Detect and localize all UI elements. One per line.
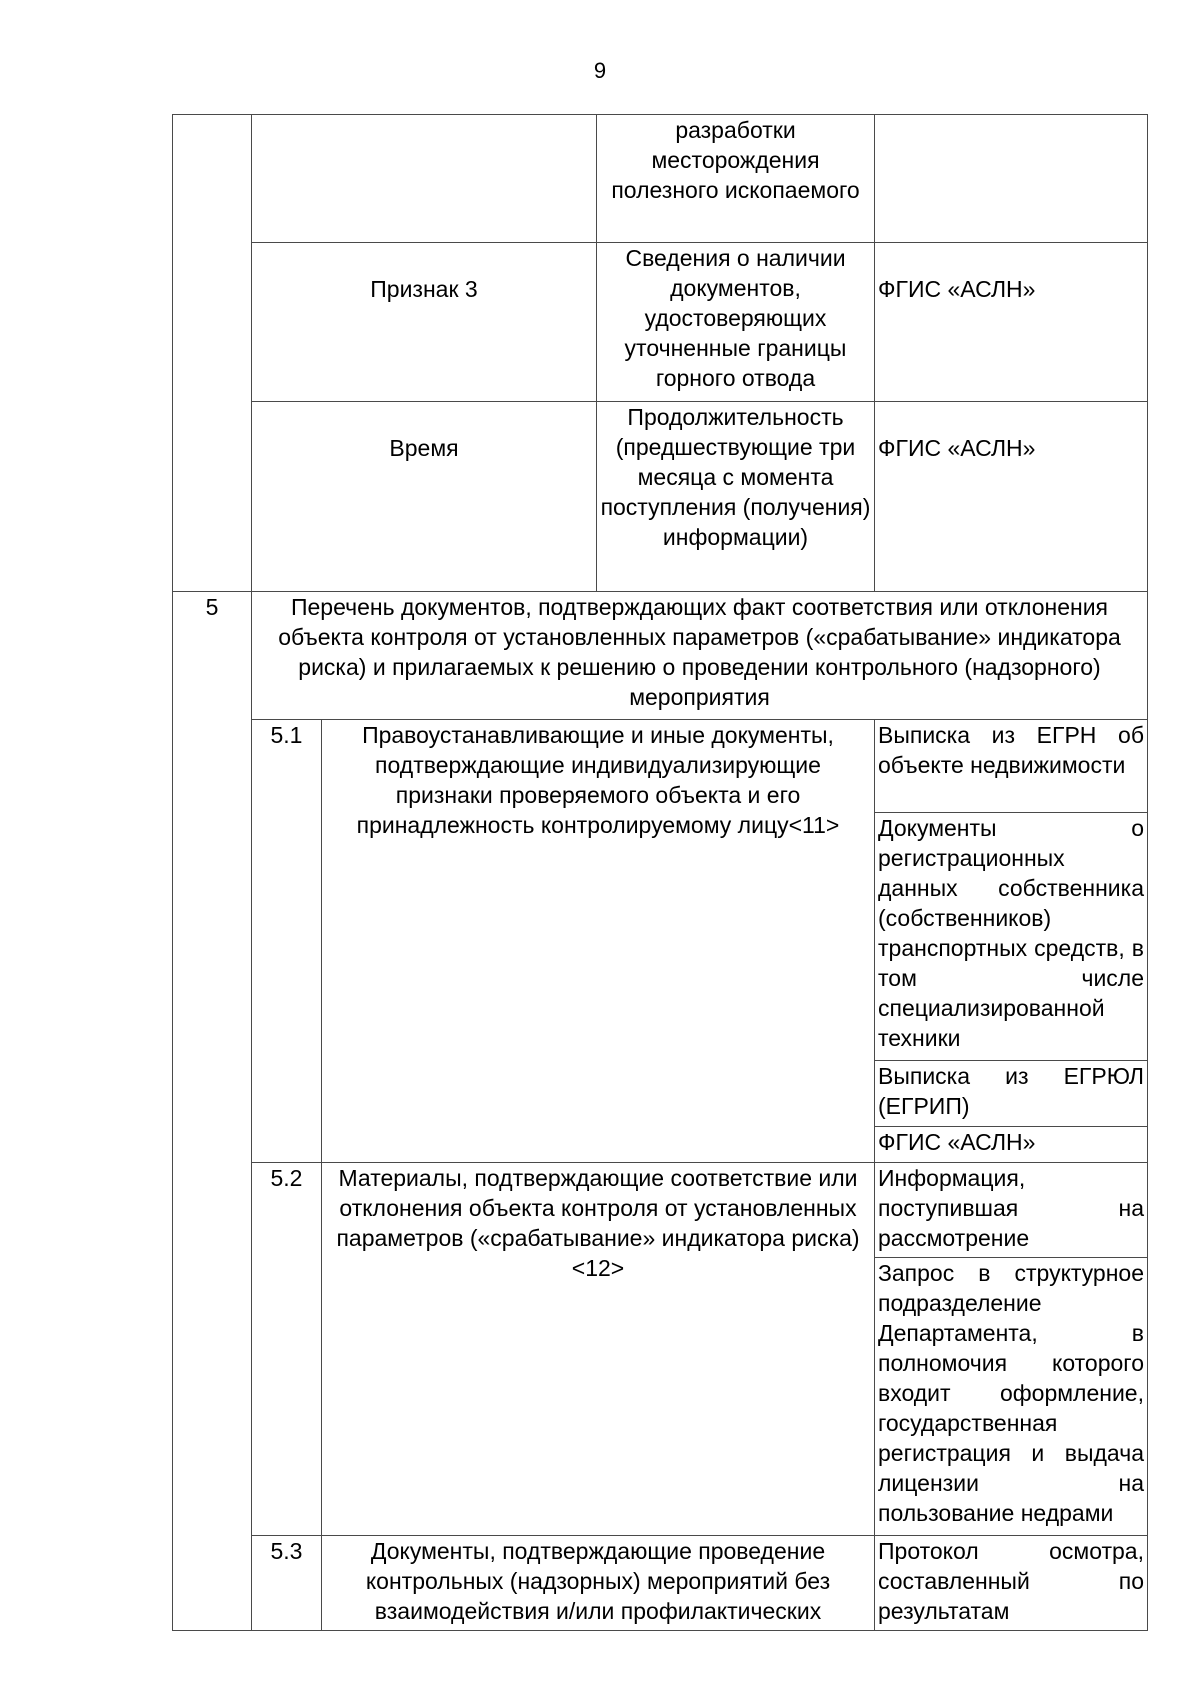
document-cell: Протокол осмотра, составленный по результатам: [875, 1536, 1148, 1631]
table-row: [173, 1163, 1148, 1258]
table-row: [173, 243, 1148, 402]
subsection-description: Материалы, подтверждающие соответствие или отклонения объекта контроля от установленных параметров («срабатывание» индикатора риска)<12>: [322, 1163, 875, 1536]
table-row: [173, 1536, 1148, 1631]
document-cell: Информация, поступившая на рассмотрение: [875, 1163, 1148, 1258]
indicator-description-cont: разработки месторождения полезного ископаемого: [597, 115, 875, 243]
indicator-table: [172, 114, 1148, 1631]
subsection-number: 5.2: [252, 1163, 322, 1536]
table-cell-empty: [252, 115, 597, 243]
document-cell: Выписка из ЕГРН об объекте недвижимости: [875, 720, 1148, 813]
table-row: [173, 402, 1148, 592]
indicator-source-vremya: ФГИС «АСЛН»: [875, 402, 1148, 592]
indicator-label-vremya: Время: [252, 402, 597, 592]
table-row: [173, 592, 1148, 720]
subsection-number: 5.3: [252, 1536, 322, 1631]
subsection-description: Документы, подтверждающие проведение контрольных (надзорных) мероприятий без взаимодействия и/или профилактических: [322, 1536, 875, 1631]
indicator-source-priznak3: ФГИС «АСЛН»: [875, 243, 1148, 402]
table-row: [173, 720, 1148, 813]
document-cell: Выписка из ЕГРЮЛ (ЕГРИП): [875, 1061, 1148, 1127]
indicator-description-vremya: Продолжительность (предшествующие три месяца с момента поступления (получения) информации): [597, 402, 875, 592]
indicator-label-priznak3: Признак 3: [252, 243, 597, 402]
document-cell: ФГИС «АСЛН»: [875, 1127, 1148, 1163]
document-cell: Документы о регистрационных данных собственника (собственников) транспортных средств, в том числе специализированной техники: [875, 813, 1148, 1061]
section-number: 5: [173, 592, 252, 1631]
table-cell-empty: [875, 115, 1148, 243]
table-row: [173, 115, 1148, 243]
subsection-description: Правоустанавливающие и иные документы, подтверждающие индивидуализирующие признаки проверяемого объекта и его принадлежность контролируемому лицу<11>: [322, 720, 875, 1163]
table-cell-empty: [173, 115, 252, 592]
indicator-description-priznak3: Сведения о наличии документов, удостоверяющих уточненные границы горного отвода: [597, 243, 875, 402]
section-title: Перечень документов, подтверждающих факт соответствия или отклонения объекта контроля от установленных параметров («срабатывание» индикатора риска) и прилагаемых к решению о проведении контрольного (надзорного) мероприятия: [252, 592, 1148, 720]
document-cell: Запрос в структурное подразделение Департамента, в полномочия которого входит оформление, государственная регистрация и выдача лицензии на пользование недрами: [875, 1258, 1148, 1536]
subsection-number: 5.1: [252, 720, 322, 1163]
page-number: 9: [593, 58, 607, 83]
